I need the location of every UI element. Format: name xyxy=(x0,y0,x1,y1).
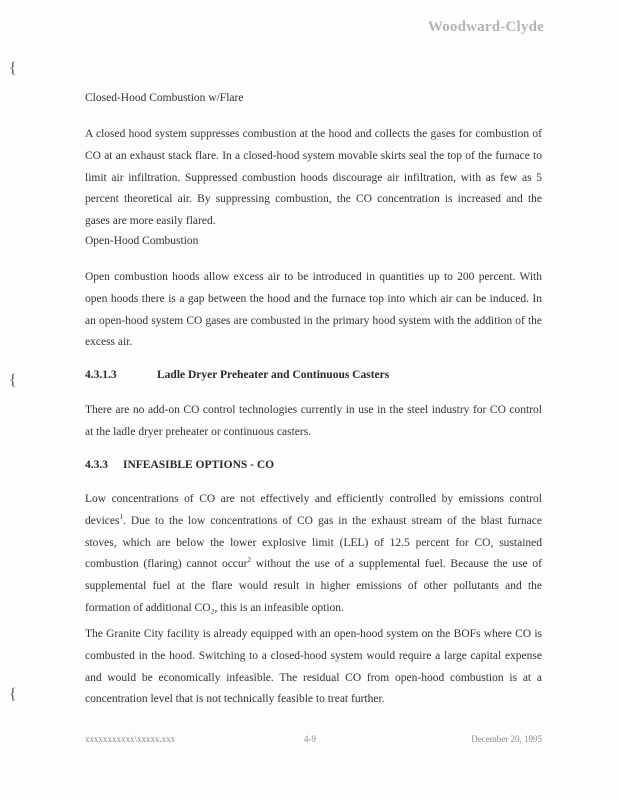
closed-hood-paragraph: A closed hood system suppresses combustion at the hood and collects the gases for combustion of CO at an exhaust stack flare. In a closed-hood system movable skirts seal the top of the furnace to limit air infiltration. Suppressed combustion hoods discourage air infiltration, with as few as 5 percent theoretical air. By suppressing combustion, the CO concentration is increased and the gases are more easily flared. xyxy=(85,128,542,228)
footnote-ref: 2 xyxy=(247,556,251,565)
infeasible-options-paragraph-1 xyxy=(85,489,542,620)
section-title: INFEASIBLE OPTIONS - CO xyxy=(123,459,275,471)
margin-binding-mark: { xyxy=(9,60,17,77)
footnote-ref: 1 xyxy=(119,512,123,521)
footer-date: December 20, 1995 xyxy=(471,734,542,744)
paragraph-text: without the use of a supplemental fuel. Because the use of supplemental fuel at the flare would result in higher emissions of other pollutants and the formation of additional CO₂, this is an infeasible option. xyxy=(85,558,543,614)
paragraph-text: . Due to the low concentrations of CO gas in the exhaust stream of the blast furnace stoves, which are below the lower explosive limit (LEL) of 12.5 percent for CO, sustained combustion (flaring) cannot occur xyxy=(85,514,542,571)
open-hood-heading: Open-Hood Combustion xyxy=(85,235,199,247)
footer-file-path: xxxxxxxxxxx\xxxxx.xxx xyxy=(85,734,176,744)
paragraph-text: Low concentrations of CO are not effectively and efficiently controlled by emissions control devices xyxy=(85,493,542,527)
company-brand-header: Woodward-Clyde xyxy=(427,19,544,35)
section-number: 4.3.1.3 xyxy=(85,369,117,381)
footer-page-number: 4-9 xyxy=(304,734,316,744)
section-title: Ladle Dryer Preheater and Continuous Casters xyxy=(157,369,390,381)
closed-hood-heading: Closed-Hood Combustion w/Flare xyxy=(85,92,244,104)
section-number: 4.3.3 xyxy=(85,459,108,471)
section-4-3-1-3-paragraph: There are no add-on CO control technologies currently in use in the steel industry for CO control at the ladle dryer preheater or continuous casters. xyxy=(85,404,542,438)
infeasible-options-paragraph-2: The Granite City facility is already equipped with an open-hood system on the BOFs where CO is combusted in the hood. Switching to a closed-hood system would require a large capital expense and would be economically infeasible. The residual CO from open-hood combustion is at a concentration level that is not technically feasible to treat further. xyxy=(85,628,542,706)
open-hood-paragraph: Open combustion hoods allow excess air to be introduced in quantities up to 200 percent. With open hoods there is a gap between the hood and the furnace top into which air can be induced. In an open-hood system CO gases are combusted in the primary hood system with the addition of the excess air. xyxy=(85,271,542,349)
margin-binding-mark: { xyxy=(9,686,17,703)
margin-binding-mark: { xyxy=(9,372,17,389)
section-4-3-3-heading xyxy=(85,459,274,471)
section-4-3-1-3-heading xyxy=(85,369,389,381)
